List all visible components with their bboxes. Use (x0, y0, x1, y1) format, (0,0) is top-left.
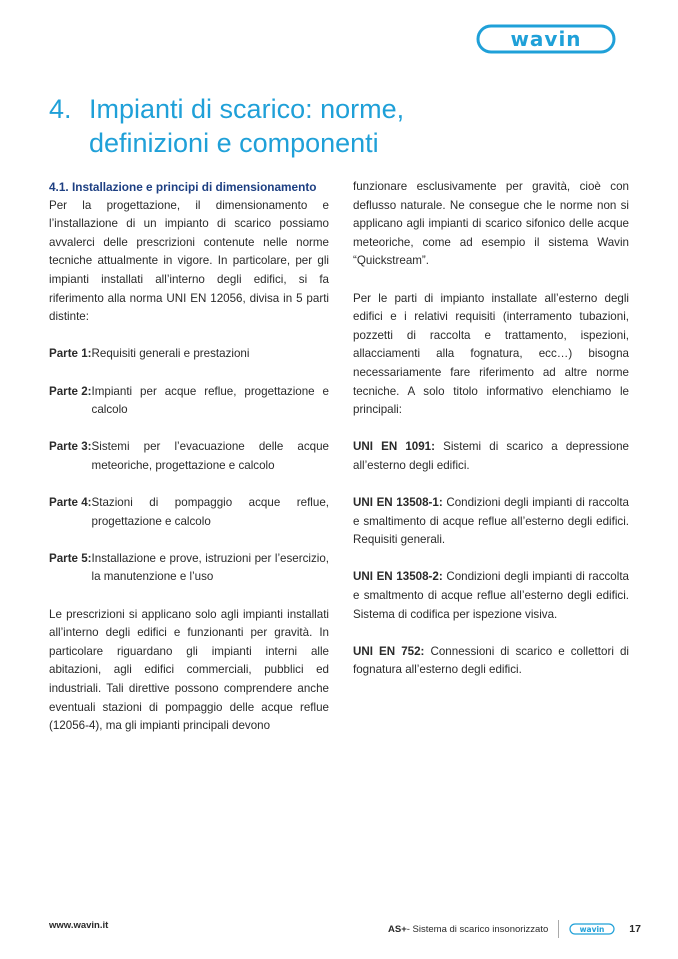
norm-item: UNI EN 752: Connessioni di scarico e collettori di fognatura all’esterno degli edifici. (353, 644, 629, 677)
part-item: Parte 4: Stazioni di pompaggio acque reflue, progettazione e calcolo (49, 496, 329, 528)
left-column (49, 178, 329, 754)
product-desc: - Sistema di scarico insonorizzato (406, 923, 549, 935)
norm-item: UNI EN 13508-2: Condizioni degli impianti di raccolta e smaltmento di acque reflue all’esterno degli edifici. Sistema di codifica per ispezione visiva. (353, 570, 629, 621)
part-item: Parte 5: Installazione e prove, istruzioni per l’esercizio, la manutenzione e l’uso (49, 551, 329, 584)
divider (558, 920, 559, 938)
footer-url[interactable]: www.wavin.it (49, 920, 109, 931)
page-number: 17 (629, 923, 641, 935)
footer-info (388, 920, 641, 938)
svg-text:wavin: wavin (579, 925, 605, 934)
norm-item: UNI EN 13508-1: Condizioni degli impianti di raccolta e smaltimento di acque reflue all’esterno degli edifici. Requisiti generali. (353, 496, 629, 547)
part-item: Parte 2: Impianti per acque reflue, progettazione e calcolo (49, 384, 329, 417)
page-title: 4. Impianti di scarico: norme, definizioni e componenti (49, 94, 405, 158)
intro-paragraph: Per la progettazione, il dimensionamento e l’installazione di un impianto di scarico possiamo avvalerci delle prescrizioni contenute nelle norme tecniche attualmente in vigore. In particolare, per gli impianti installati all’interno degli edifici, si fa riferimento alla norma UNI EN 12056, divisa in 5 parti distinte: (49, 198, 329, 324)
paragraph: Per le parti di impianto installate all’esterno degli edifici e i relativi requisiti (interramento tubazioni, pozzetti di raccolta e trattamento, ispezioni, allacciamenti alla fognatura, ecc…) bisogna necessariamente fare riferimento ad altre norme tecniche. A solo titolo informativo elenchiamo le principali: (353, 291, 629, 417)
norm-item: UNI EN 1091: Sistemi di scarico a depressione all’esterno degli edifici. (353, 440, 629, 472)
right-column (353, 178, 629, 699)
part-item: Parte 1: Requisiti generali e prestazioni (49, 347, 250, 361)
svg-text:wavin: wavin (510, 27, 582, 51)
wavin-logo (476, 24, 616, 54)
paragraph: funzionare esclusivamente per gravità, cioè con deflusso naturale. Ne consegue che le norme non si applicano agli impianti di scarico sifonico delle acque meteoriche, come ad esempio il sistema Wavin “Quickstream”. (353, 180, 629, 268)
paragraph: Le prescrizioni si applicano solo agli impianti installati all’interno degli edifici e funzionanti per gravità. In particolare riguardano gli impianti interni alle abitazioni, agli edifici commerciali, pubblici ed industriali. Tali direttive possono comprendere anche eventuali stazioni di pompaggio delle acque reflue (12056-4), ma gli impianti principali devono (49, 607, 329, 733)
section-heading: 4.1. Installazione e principi di dimensionamento (49, 180, 317, 194)
part-item: Parte 3: Sistemi per l’evacuazione delle acque meteoriche, progettazione e calcolo (49, 440, 329, 472)
wavin-logo-small (569, 923, 615, 935)
product-name: AS+ (388, 923, 407, 935)
